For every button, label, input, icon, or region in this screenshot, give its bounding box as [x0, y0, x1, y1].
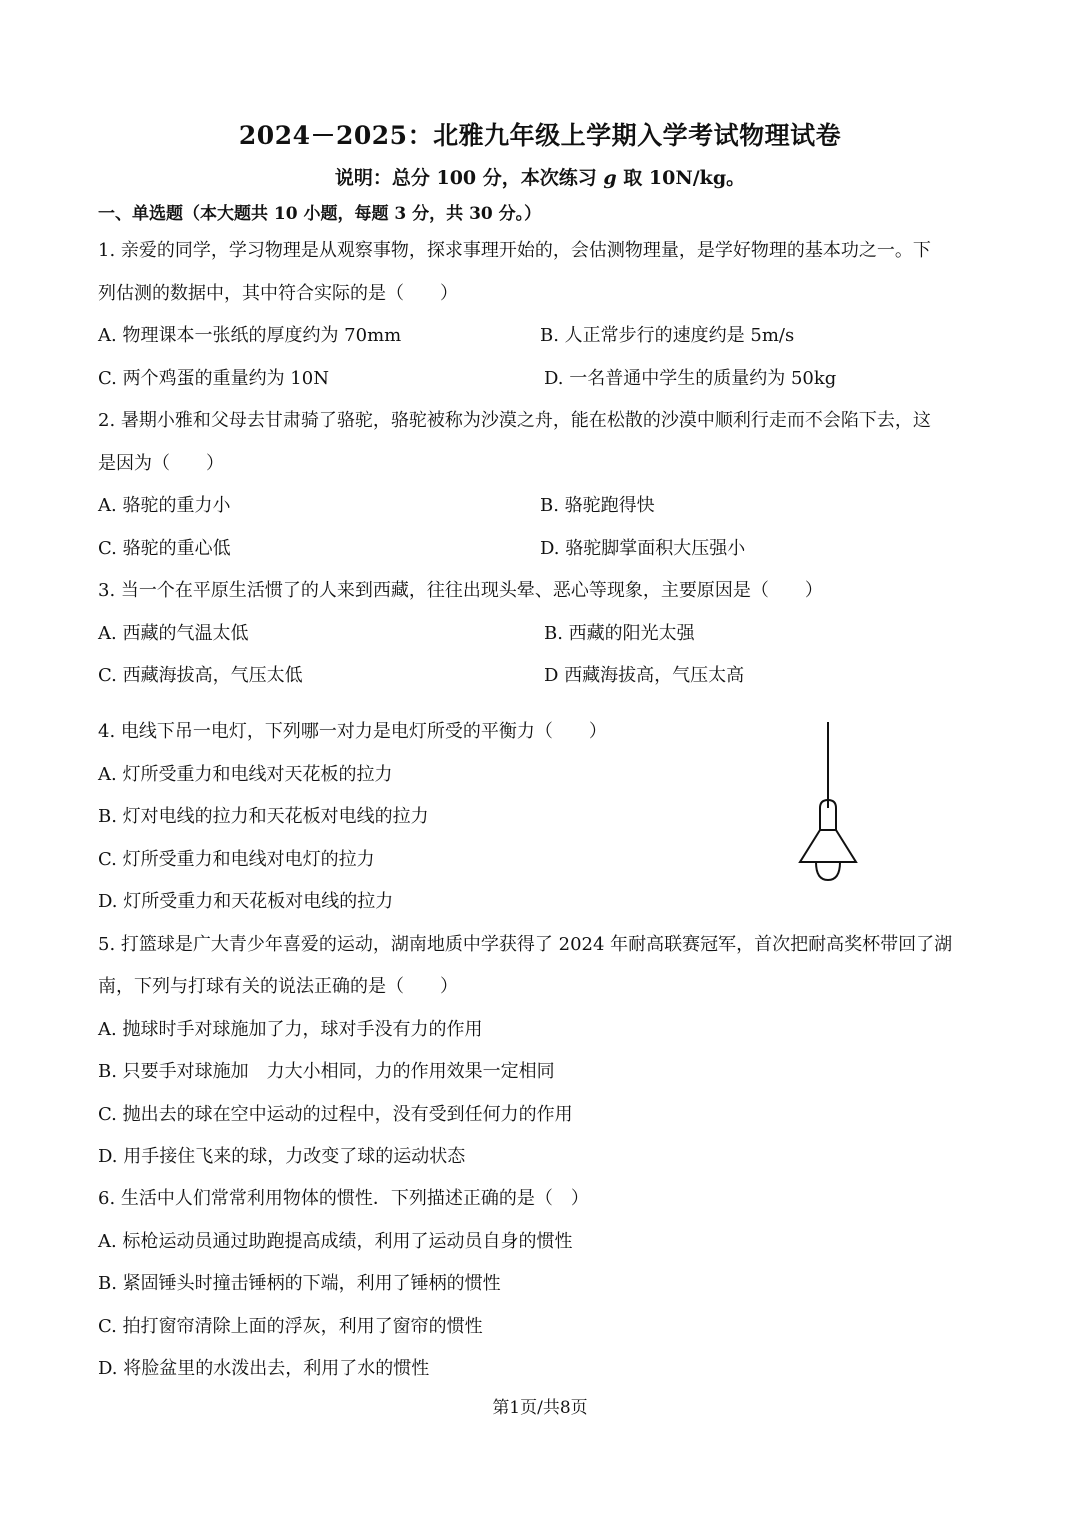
question-5-line-1: 5. 打篮球是广大青少年喜爱的运动，湖南地质中学获得了 2024 年耐高联赛冠军，首次把耐高奖杯带回了湖	[98, 934, 953, 955]
exam-note-prefix: 说明：总分 100 分，本次练习	[334, 167, 604, 189]
question-4-option-d: D. 灯所受重力和天花板对电线的拉力	[98, 891, 394, 912]
question-1-option-a: A. 物理课本一张纸的厚度约为 70mm	[98, 325, 402, 346]
question-1-option-b: B. 人正常步行的速度约是 5m/s	[540, 325, 795, 346]
hanging-lamp-figure	[790, 720, 870, 890]
question-6-option-d: D. 将脸盆里的水泼出去，利用了水的惯性	[98, 1358, 430, 1379]
question-4-line-1: 4. 电线下吊一电灯，下列哪一对力是电灯所受的平衡力（ ）	[98, 721, 607, 742]
question-2-option-c: C. 骆驼的重心低	[98, 538, 231, 559]
exam-note	[0, 163, 1080, 190]
lamp-shade	[800, 830, 856, 862]
question-4-option-a: A. 灯所受重力和电线对天花板的拉力	[98, 764, 393, 785]
exam-note-variable: g	[603, 167, 617, 189]
question-3-line-1: 3. 当一个在平原生活惯了的人来到西藏，往往出现头晕、恶心等现象，主要原因是（ ）	[98, 580, 823, 601]
page-title: 2024－2025：北雅九年级上学期入学考试物理试卷	[238, 121, 842, 150]
question-3-option-c: C. 西藏海拔高，气压太低	[98, 665, 303, 686]
question-4-option-b: B. 灯对电线的拉力和天花板对电线的拉力	[98, 806, 429, 827]
question-1-option-d: D. 一名普通中学生的质量约为 50kg	[544, 368, 837, 389]
exam-note-suffix: 取 10N/kg。	[616, 167, 746, 189]
question-2-line-1: 2. 暑期小雅和父母去甘肃骑了骆驼，骆驼被称为沙漠之舟，能在松散的沙漠中顺利行走而不会陷下去，这	[98, 410, 931, 431]
question-3-option-b: B. 西藏的阳光太强	[544, 623, 695, 644]
lamp-bulb	[816, 862, 840, 880]
question-3-option-a: A. 西藏的气温太低	[98, 623, 249, 644]
page-number: 第1页/共8页	[492, 1398, 588, 1418]
question-2-option-d: D. 骆驼脚掌面积大压强小	[540, 538, 746, 559]
question-2-line-2: 是因为（ ）	[98, 453, 224, 474]
question-5-option-d: D. 用手接住飞来的球，力改变了球的运动状态	[98, 1146, 466, 1167]
question-1-option-c: C. 两个鸡蛋的重量约为 10N	[98, 368, 329, 389]
section-heading: 一、单选题（本大题共 10 小题，每题 3 分，共 30 分。）	[98, 204, 542, 224]
question-5-option-c: C. 抛出去的球在空中运动的过程中，没有受到任何力的作用	[98, 1104, 573, 1125]
question-1-line-1: 1. 亲爱的同学，学习物理是从观察事物，探求事理开始的，会估测物理量，是学好物理的基本功之一。下	[98, 240, 931, 261]
question-6-option-c: C. 拍打窗帘清除上面的浮灰，利用了窗帘的惯性	[98, 1316, 483, 1337]
question-2-option-a: A. 骆驼的重力小	[98, 495, 231, 516]
question-2-option-b: B. 骆驼跑得快	[540, 495, 655, 516]
question-3-option-d: D 西藏海拔高，气压太高	[544, 665, 745, 686]
question-1-line-2: 列估测的数据中，其中符合实际的是（ ）	[98, 283, 458, 304]
question-6-line-1: 6. 生活中人们常常利用物体的惯性．下列描述正确的是（ ）	[98, 1188, 589, 1209]
question-4-option-c: C. 灯所受重力和电线对电灯的拉力	[98, 849, 375, 870]
question-5-line-2: 南，下列与打球有关的说法正确的是（ ）	[98, 976, 458, 997]
question-5-option-a: A. 抛球时手对球施加了力，球对手没有力的作用	[98, 1019, 483, 1040]
question-5-option-b: B. 只要手对球施加 力大小相同，力的作用效果一定相同	[98, 1061, 555, 1082]
question-6-option-b: B. 紧固锤头时撞击锤柄的下端，利用了锤柄的惯性	[98, 1273, 501, 1294]
question-6-option-a: A. 标枪运动员通过助跑提高成绩，利用了运动员自身的惯性	[98, 1231, 573, 1252]
